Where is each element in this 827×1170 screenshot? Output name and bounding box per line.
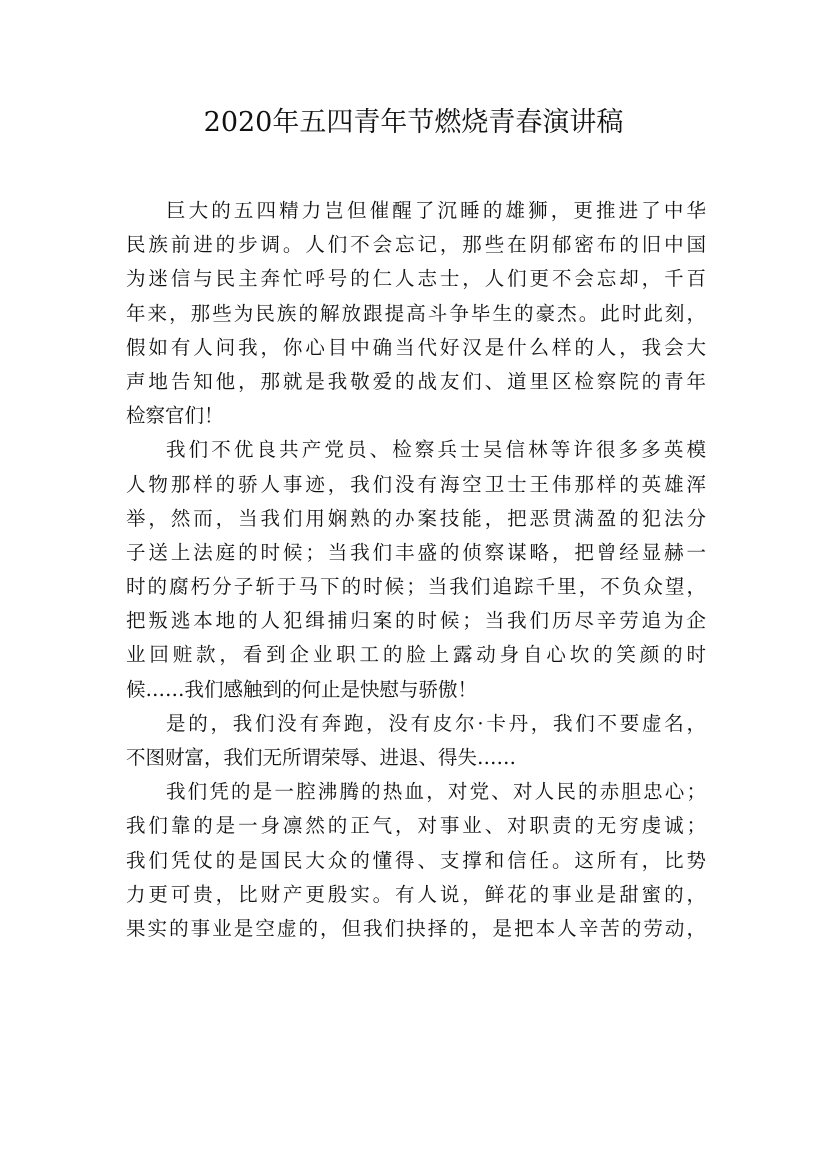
text-line: 民族前进的步调。人们不会忘记，那些在阴郁密布的旧中国 <box>126 233 706 257</box>
text-line: 果实的事业是空虚的，但我们抉择的，是把本人辛苦的劳动， <box>126 916 706 940</box>
text-line: 巨大的五四精力岂但催醒了沉睡的雄狮，更推进了中华 <box>166 199 706 222</box>
text-line: 假如有人问我，你心目中确当代好汉是什么样的人，我会大 <box>126 335 706 359</box>
text-line: 我们凭仗的是国民大众的懂得、支撑和信任。这所有，比势 <box>126 848 706 872</box>
text-line: 业回赃款，看到企业职工的脸上露动身自心坎的笑颜的时 <box>126 643 706 667</box>
text-line: 我们凭的是一腔沸腾的热血，对党、对人民的赤胆忠心； <box>166 780 706 804</box>
text-line: 为迷信与民主奔忙呼号的仁人志士，人们更不会忘却，千百 <box>126 267 706 291</box>
document-body <box>126 194 706 946</box>
text-line: 时的腐朽分子斩于马下的时候；当我们追踪千里，不负众望， <box>126 575 706 599</box>
paragraph <box>126 707 706 775</box>
text-line: 年来，那些为民族的解放跟提高斗争毕生的豪杰。此时此刻， <box>126 301 706 325</box>
paragraph <box>126 775 706 946</box>
text-line: 力更可贵，比财产更殷实。有人说，鲜花的事业是甜蜜的， <box>126 882 706 906</box>
text-line: 我们不优良共产党员、检察兵士吴信林等许很多多英模 <box>166 438 706 462</box>
text-line: 不图财富，我们无所谓荣辱、进退、得失…… <box>126 746 517 769</box>
text-line: 举，然而，当我们用娴熟的办案技能，把恶贯满盈的犯法分 <box>126 506 706 530</box>
document-title: 2020年五四青年节燃烧青春演讲稿 <box>203 107 624 138</box>
text-line: 把叛逃本地的人犯缉捕归案的时候；当我们历尽辛劳追为企 <box>126 609 706 633</box>
text-line: 声地告知他，那就是我敬爱的战友们、道里区检察院的青年 <box>126 369 706 393</box>
paragraph <box>126 194 706 433</box>
text-line: 检察官们！ <box>126 404 224 428</box>
text-line: 候……我们感触到的何止是快慰与骄傲！ <box>126 677 478 701</box>
paragraph <box>126 433 706 707</box>
text-line: 子送上法庭的时候；当我们丰盛的侦察谋略，把曾经显赫一 <box>126 540 706 564</box>
text-line: 是的，我们没有奔跑，没有皮尔·卡丹，我们不要虚名， <box>166 711 706 735</box>
text-line: 我们靠的是一身凛然的正气，对事业、对职责的无穷虔诚； <box>126 814 706 838</box>
text-line: 人物那样的骄人事迹，我们没有海空卫士王伟那样的英雄浑 <box>126 472 706 496</box>
